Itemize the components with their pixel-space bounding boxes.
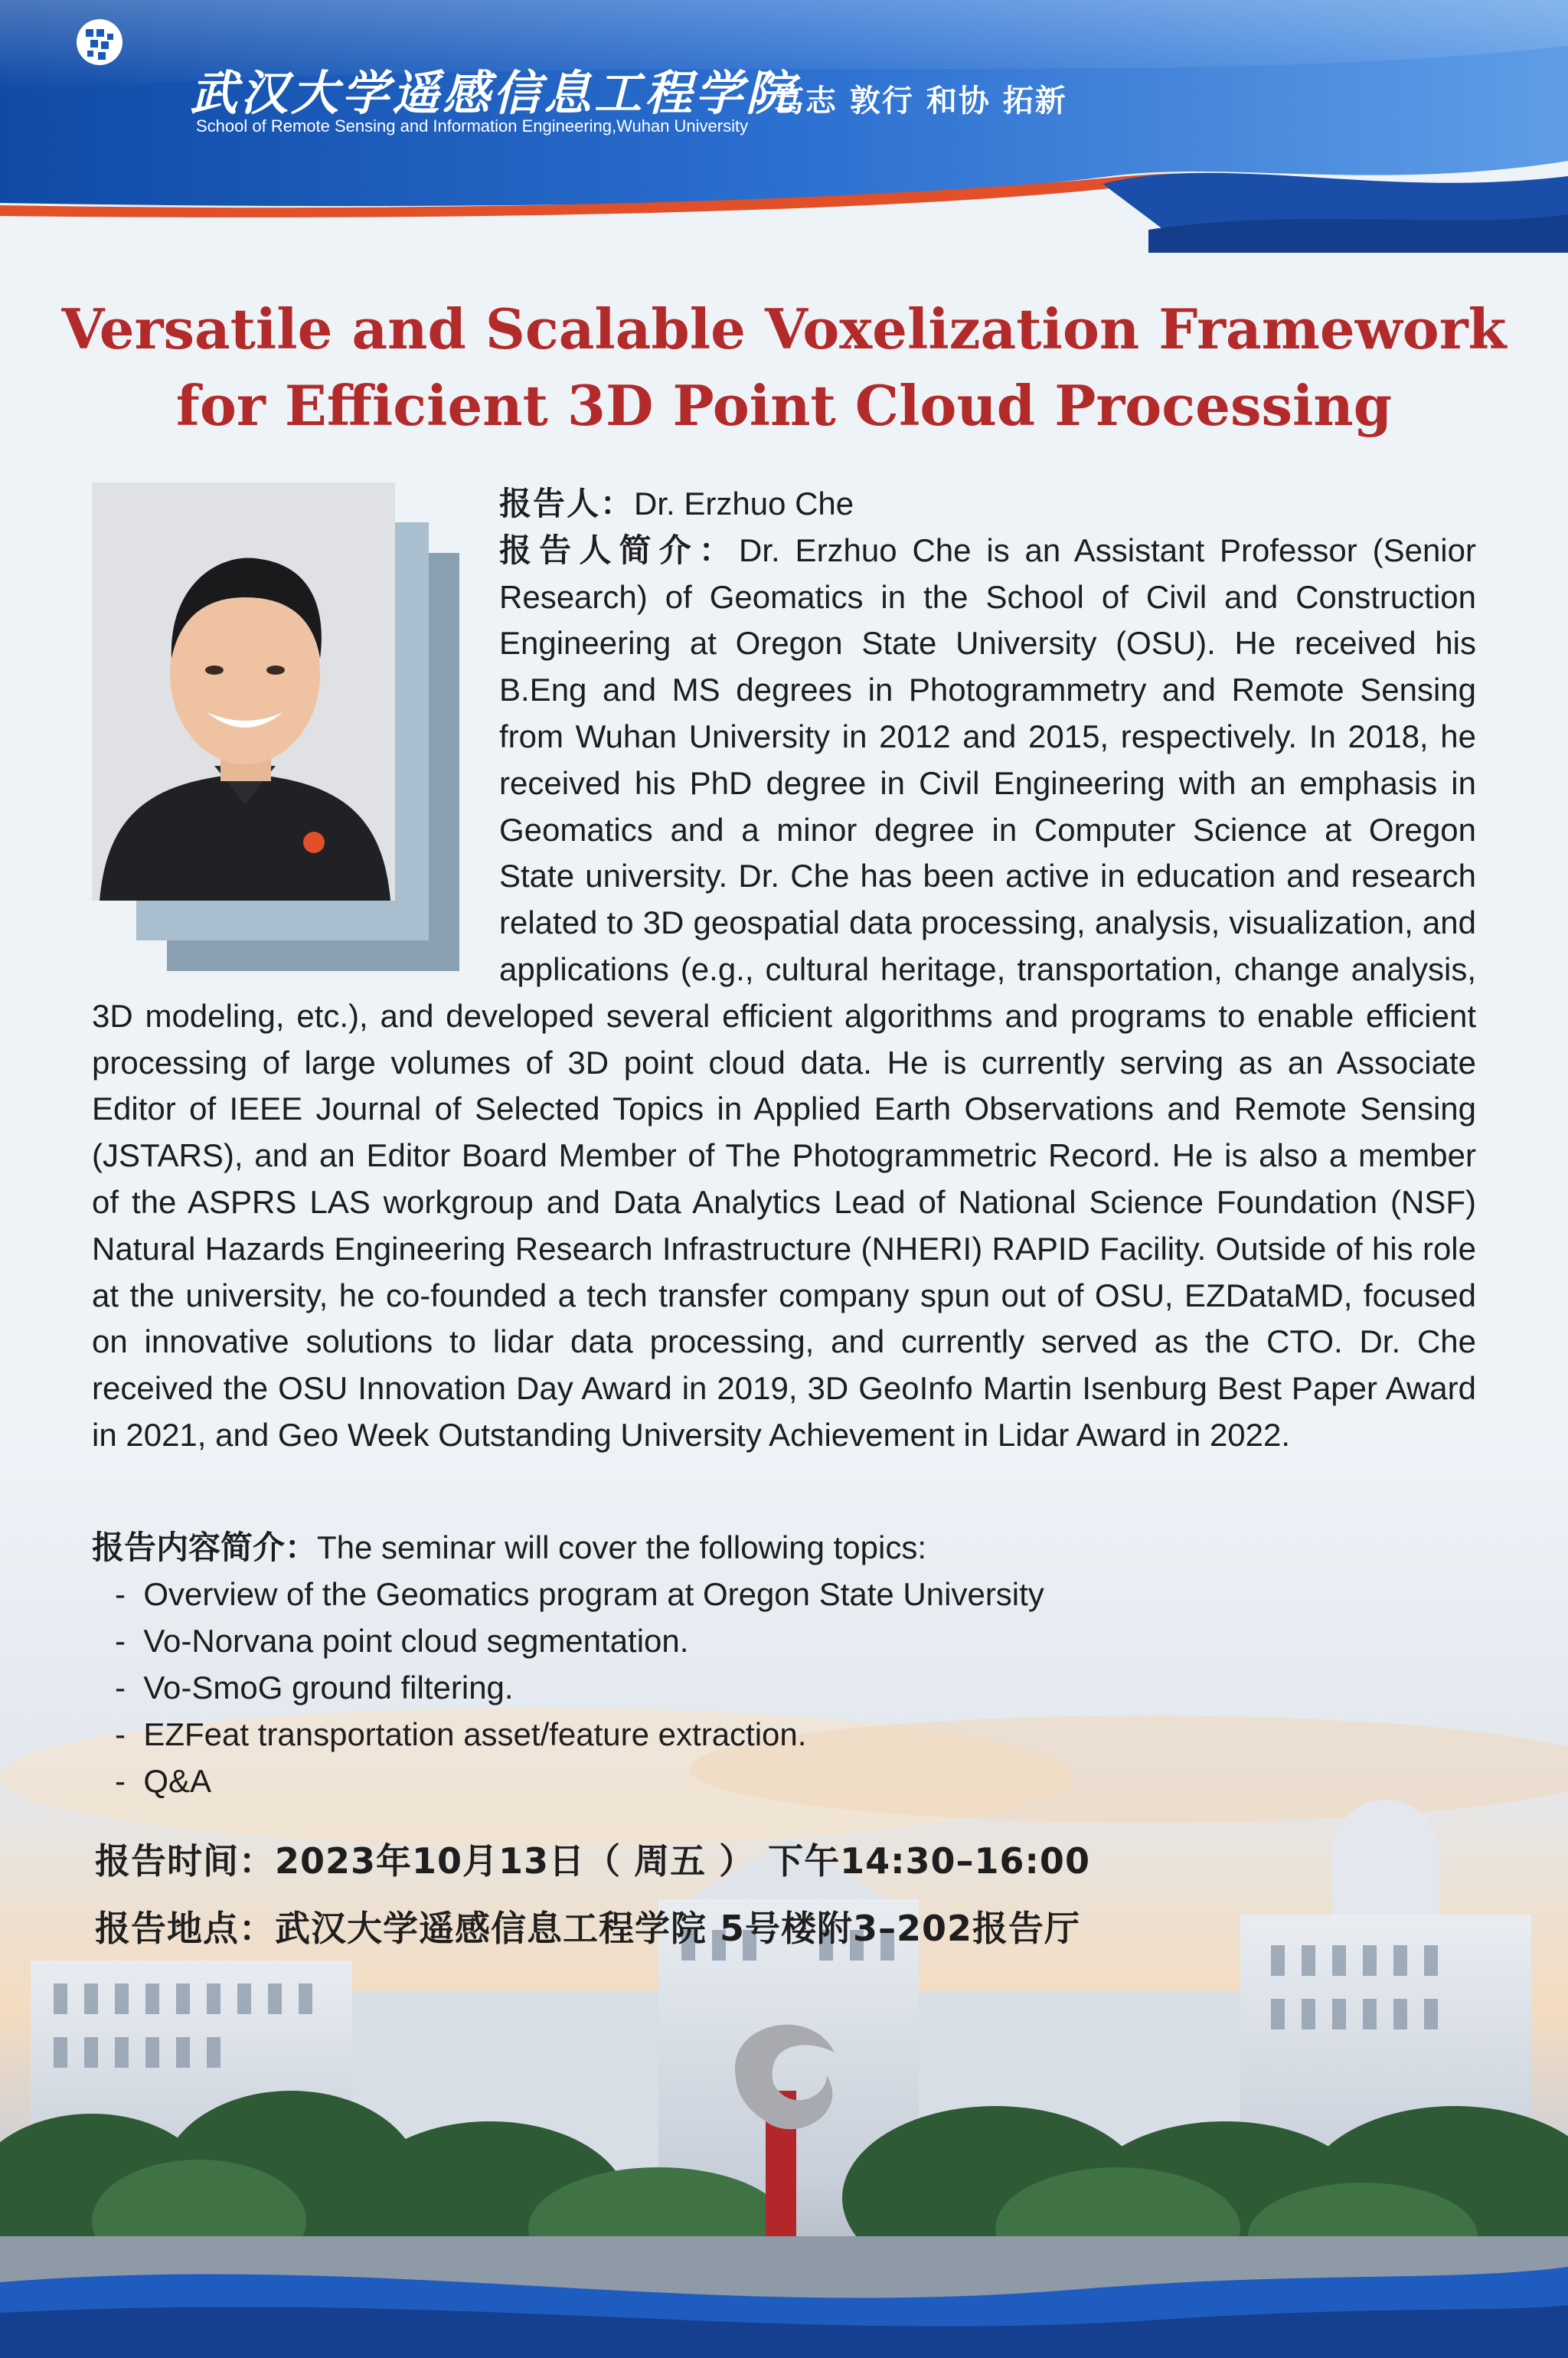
header-banner — [0, 0, 1568, 253]
talk-time — [95, 1833, 1090, 1884]
topics-label: 报告内容简介： — [92, 1529, 318, 1566]
topic-item: - Vo-Norvana point cloud segmentation. — [115, 1617, 1476, 1664]
seminar-topics — [92, 1524, 1476, 1804]
topic-item: - EZFeat transportation asset/feature extraction. — [115, 1711, 1476, 1758]
time-value: 2023年10月13日（ 周五 ） 下午14:30–16:00 — [275, 1840, 1090, 1882]
photo-spacer — [92, 481, 499, 971]
school-name-cn: 武汉大学遥感信息工程学院 — [190, 65, 797, 121]
speaker-name: Dr. Erzhuo Che — [634, 486, 854, 522]
topics-intro-line — [92, 1524, 1476, 1571]
school-name-en: School of Remote Sensing and Information Engineering,Wuhan University — [196, 116, 749, 136]
speaker-bio — [92, 481, 1476, 1459]
topics-intro: The seminar will cover the following topics: — [317, 1529, 927, 1565]
speaker-label: 报告人： — [499, 485, 635, 522]
talk-title-line1: Versatile and Scalable Voxelization Framework — [61, 296, 1507, 361]
topic-item: - Overview of the Geomatics program at Oregon State University — [115, 1571, 1476, 1617]
bio-label: 报告人简介： — [499, 531, 740, 569]
time-label: 报告时间： — [95, 1840, 275, 1882]
talk-title — [31, 291, 1537, 444]
talk-location — [95, 1901, 1080, 1951]
location-value: 武汉大学遥感信息工程学院 5号楼附3–202报告厅 — [275, 1908, 1081, 1949]
location-label: 报告地点： — [95, 1908, 275, 1949]
university-logo — [0, 0, 138, 92]
topics-list — [92, 1571, 1476, 1804]
topic-item: - Q&A — [115, 1758, 1476, 1804]
talk-title-line2: for Efficient 3D Point Cloud Processing — [175, 373, 1393, 438]
school-motto: 笃志 敦行 和协 拓新 — [773, 83, 1067, 119]
bio-text: Dr. Erzhuo Che is an Assistant Professor (Senior Research) of Geomatics in the School of Civil and Construction Engineering at Oregon State University (OSU). He received his B.Eng and MS degrees in Photogrammetry and Remote Sensing from Wuhan University in 2012 and 2015, respectively. In 2018, he received his PhD degree in Civil Engineering with an emphasis in Geomatics and a minor degree in Computer Science at Oregon State university. Dr. Che has been active in education and research related to 3D geospatial data processing, analysis, visualization, and applications (e.g., cultural heritage, transportation, change analysis, 3D modeling, etc.), and developed several efficient algorithms and programs to enable efficient processing of large volumes of 3D point cloud data. He is currently serving as an Associate Editor of IEEE Journal of Selected Topics in Applied Earth Observations and Remote Sensing (JSTARS), and an Editor Board Member of The Photogrammetric Record. He is also a member of the ASPRS LAS workgroup and Data Analytics Lead of National Science Foundation (NSF) Natural Hazards Engineering Research Infrastructure (NHERI) RAPID Facility. Outside of his role at the university, he co-founded a tech transfer company spun out of OSU, EZDataMD, focused on innovative solutions to lidar data processing, and currently served as the CTO. Dr. Che received the OSU Innovation Day Award in 2019, 3D GeoInfo Martin Isenburg Best Paper Award in 2021, and Geo Week Outstanding University Achievement in Lidar Award in 2022. — [92, 531, 1476, 1453]
topic-item: - Vo-SmoG ground filtering. — [115, 1664, 1476, 1711]
